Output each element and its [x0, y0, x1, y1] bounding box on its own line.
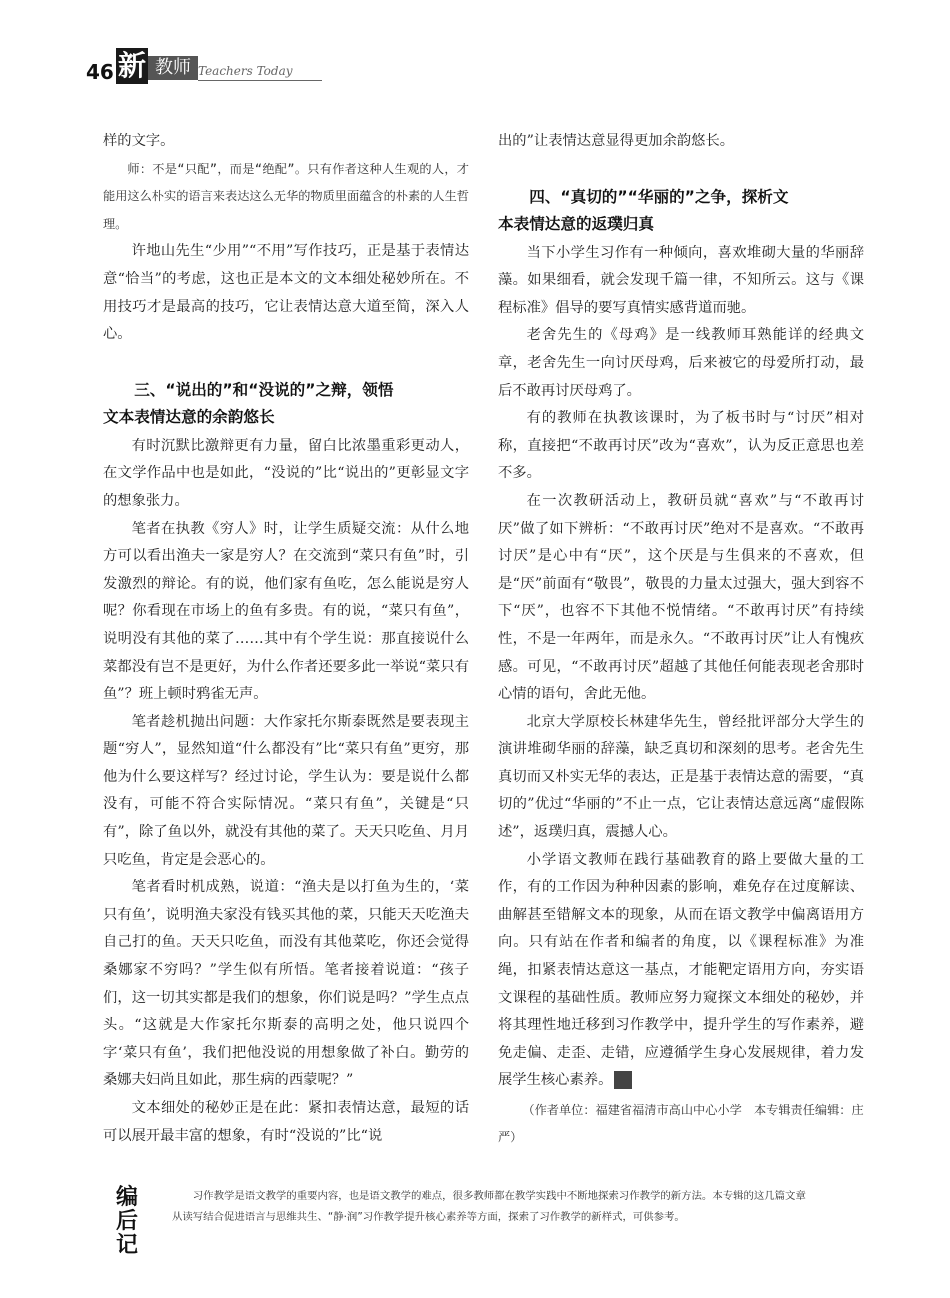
page-number: 46	[86, 60, 114, 84]
dialog-paragraph: 师：不是“只配”，而是“绝配”。只有作者这种人生观的人，才能用这么朴实的语言来表达这么无华的物质里面蕴含的朴素的人生哲理。	[103, 161, 469, 231]
author-info: （作者单位：福建省福清市高山中心小学 本专辑责任编辑：庄严）	[498, 1103, 864, 1144]
paragraph: 老舍先生的《母鸡》是一线教师耳熟能详的经典文章，老舍先生一向讨厌母鸡，后来被它的母爱所打动，最后不敢再讨厌母鸡了。	[498, 327, 864, 399]
editor-note-label: 编后记	[115, 1185, 138, 1258]
paragraph-final	[498, 847, 864, 1095]
paragraph: 笔者在执教《穷人》时，让学生质疑交流：从什么地方可以看出渔夫一家是穷人？在交流到“菜只有鱼”时，引发激烈的辩论。有的说，他们家有鱼吃，怎么能说是穷人呢？你看现在市场上的鱼有多贵。有的说，“菜只有鱼”，说明没有其他的菜了……其中有个学生说：那直接说什么菜都没有岂不是更好，为什么作者还要多此一举说“菜只有鱼”？班上顿时鸦雀无声。	[103, 520, 469, 703]
right-column	[498, 128, 864, 1151]
editor-note-text	[172, 1186, 812, 1228]
section-heading-4	[498, 184, 864, 238]
final-text: 小学语文教师在践行基础教育的路上要做大量的工作，有的工作因为种种因素的影响，难免存在过度解读、曲解甚至错解文本的现象，从而在语文教学中偏离语用方向。只有站在作者和编者的角度，以《课程标准》为准绳，扣紧表情达意这一基点，才能靶定语用方向，夯实语文课程的基础性质。教师应努力窥探文本细处的秘妙，并将其理性地迁移到习作教学中，提升学生的写作素养，避免走偏、走歪、走错，应遵循学生身心发展规律，着力发展学生核心素养。	[498, 851, 864, 1089]
end-mark-icon: 新	[614, 1071, 632, 1089]
paragraph: 出的”让表情达意显得更加余韵悠长。	[498, 133, 735, 149]
logo-char-jiaoshi: 教师	[148, 56, 198, 80]
heading-line: 本表情达意的返璞归真	[498, 214, 654, 233]
paragraph: 样的文字。	[103, 133, 175, 149]
heading-line: 三、“说出的”和“没说的”之辩，领悟	[134, 380, 394, 399]
editor-note	[114, 1185, 814, 1258]
paragraph: 有时沉默比激辩更有力量，留白比浓墨重彩更动人，在文学作品中也是如此，“没说的”比“说出的”更彰显文字的想象张力。	[103, 437, 469, 509]
journal-logo	[116, 48, 292, 86]
logo-char-xin: 新	[117, 49, 146, 82]
paragraph: 笔者看时机成熟，说道：“渔夫是以打鱼为生的，‘菜只有鱼’，说明渔夫家没有钱买其他的菜，只能天天吃渔夫自己打的鱼。天天只吃鱼，而没有其他菜吃，你还会觉得桑娜家不穷吗？”学生似有所悟。笔者接着说道：“孩子们，这一切其实都是我们的想象，你们说是吗？”学生点点头。“这就是大作家托尔斯泰的高明之处，他只说四个字‘菜只有鱼’，我们把他没说的用想象做了补白。勤劳的桑娜夫妇尚且如此，那生病的西蒙呢？”	[103, 879, 469, 1089]
section-heading-3	[103, 377, 469, 431]
paragraph: 有的教师在执教该课时，为了板书时与“讨厌”相对称，直接把“不敢再讨厌”改为“喜欢”，认为反正意思也差不多。	[498, 410, 864, 482]
paragraph: 许地山先生“少用”“不用”写作技巧，正是基于表情达意“恰当”的考虑，这也正是本文的文本细处秘妙所在。不用技巧才是最高的技巧，它让表情达意大道至简，深入人心。	[103, 243, 469, 343]
paragraph: 笔者趁机抛出问题：大作家托尔斯泰既然是要表现主题“穷人”，显然知道“什么都没有”比“菜只有鱼”更穷，那他为什么要这样写？经过讨论，学生认为：要是说什么都没有，可能不符合实际情况。“菜只有鱼”，关键是“只有”，除了鱼以外，就没有其他的菜了。天天只吃鱼、月月只吃鱼，肯定是会恶心的。	[103, 713, 469, 868]
heading-line: 文本表情达意的余韵悠长	[103, 407, 275, 426]
editor-note-body: 习作教学是语文教学的重要内容，也是语文教学的难点，很多教师都在教学实践中不断地探索习作教学的新方法。本专辑的这几篇文章从读写结合促进语言与思维共生、“静·润”习作教学提升核心素养等方面，探索了习作教学的新样式，可供参考。	[172, 1190, 806, 1223]
paragraph: 北京大学原校长林建华先生，曾经批评部分大学生的演讲堆砌华丽的辞藻，缺乏真切和深刻的思考。老舍先生真切而又朴实无华的表达，正是基于表情达意的需要，“真切的”优过“华丽的”不止一点，它让表情达意远离“虚假陈述”，返璞归真，震撼人心。	[498, 713, 864, 841]
logo-english: Teachers Today	[198, 64, 293, 78]
left-column	[103, 128, 469, 1150]
heading-line: 四、“真切的”“华丽的”之争，探析文	[529, 187, 789, 206]
paragraph: 当下小学生习作有一种倾向，喜欢堆砌大量的华丽辞藻。如果细看，就会发现千篇一律，不知所云。这与《课程标准》倡导的要写真情实感背道而驰。	[498, 244, 864, 316]
logo-underline	[198, 80, 322, 81]
paragraph: 在一次教研活动上，教研员就“喜欢”与“不敢再讨厌”做了如下辨析：“不敢再讨厌”绝对不是喜欢。“不敢再讨厌”是心中有“厌”，这个厌是与生俱来的不喜欢，但是“厌”前面有“敬畏”，敬畏的力量太过强大，强大到容不下“厌”，也容不下其他不悦情绪。“不敢再讨厌”有持续性，不是一年两年，而是永久。“不敢再讨厌”让人有愧疚感。可见，“不敢再讨厌”超越了其他任何能表现老舍那时心情的语句，舍此无他。	[498, 492, 864, 703]
paragraph: 文本细处的秘妙正是在此：紧扣表情达意，最短的话可以展开最丰富的想象，有时“没说的”比“说	[103, 1100, 469, 1144]
